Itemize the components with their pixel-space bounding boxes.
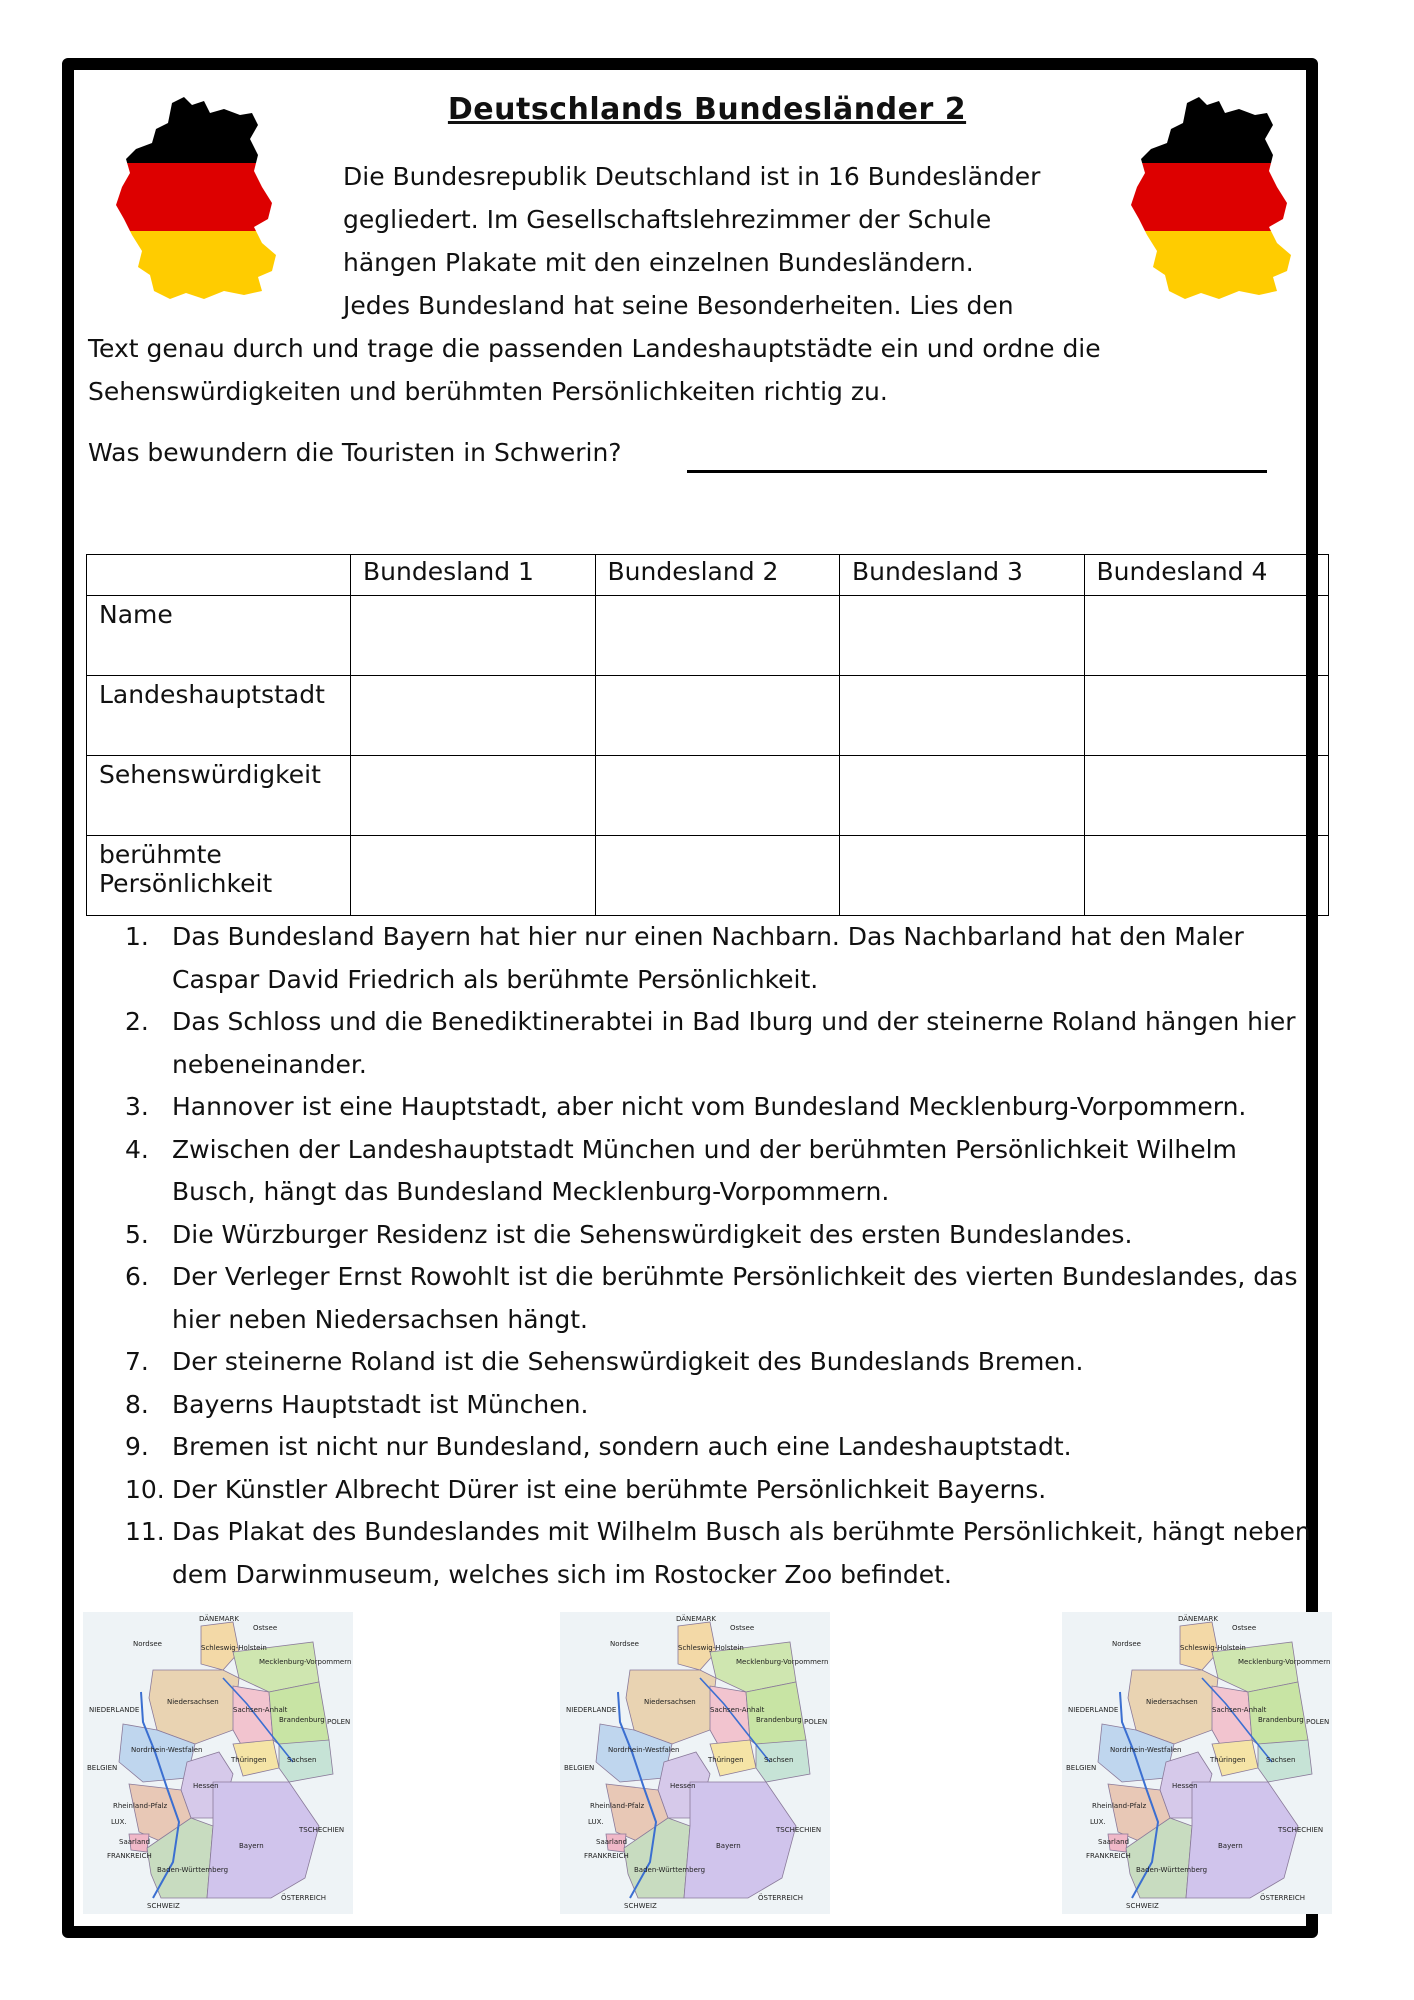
map-label-niedersachsen: Niedersachsen xyxy=(1146,1698,1198,1706)
assignment-table xyxy=(86,554,1329,916)
map-label-frankreich: FRANKREICH xyxy=(107,1852,152,1860)
list-item xyxy=(125,1001,1325,1086)
list-item xyxy=(125,1426,1325,1469)
map-label-daenemark: DÄNEMARK xyxy=(1178,1615,1218,1623)
map-label-thueringen: Thüringen xyxy=(708,1756,744,1764)
map-label-rheinland-pfalz: Rheinland-Pfalz xyxy=(1092,1802,1147,1810)
row-label-person: berühmte Persönlichkeit xyxy=(87,836,351,916)
map-label-saarland: Saarland xyxy=(119,1838,151,1846)
map-label-schweiz: SCHWEIZ xyxy=(147,1902,180,1910)
clue-text: Der steinerne Roland ist die Sehenswürdigkeit des Bundeslands Bremen. xyxy=(172,1347,1084,1376)
list-item xyxy=(125,1469,1325,1512)
clue-text: Bayerns Hauptstadt ist München. xyxy=(172,1389,589,1419)
map-label-nordsee: Nordsee xyxy=(610,1640,639,1648)
answer-cell[interactable] xyxy=(351,836,596,916)
map-label-thueringen: Thüringen xyxy=(231,1756,267,1764)
clue-number: 10. xyxy=(125,1474,165,1504)
map-label-lux: LUX. xyxy=(588,1818,604,1826)
map-label-baden-wuerttemberg: Baden-Württemberg xyxy=(1136,1866,1208,1874)
map-label-bayern: Bayern xyxy=(1218,1842,1243,1850)
map-label-niedersachsen: Niedersachsen xyxy=(167,1698,219,1706)
map-label-mecklenburg: Mecklenburg-Vorpommern xyxy=(259,1658,352,1666)
map-label-ostsee: Ostsee xyxy=(1232,1624,1257,1632)
map-label-nordrhein-westfalen: Nordrhein-Westfalen xyxy=(608,1746,680,1754)
intro-line: Jedes Bundesland hat seine Besonderheiten. Lies den xyxy=(343,291,1014,320)
answer-cell[interactable] xyxy=(840,596,1085,676)
intro-line: Sehenswürdigkeiten und berühmten Persönlichkeiten richtig zu. xyxy=(88,377,888,406)
map-label-tschechien: TSCHECHIEN xyxy=(299,1826,345,1834)
map-label-rheinland-pfalz: Rheinland-Pfalz xyxy=(590,1802,645,1810)
clue-number: 11. xyxy=(125,1517,165,1546)
clue-number: 3. xyxy=(125,1092,149,1121)
map-label-sachsen-anhalt: Sachsen-Anhalt xyxy=(1212,1706,1267,1714)
germany-map-thumbnail xyxy=(1062,1612,1332,1914)
clue-number: 1. xyxy=(125,922,149,951)
map-label-mecklenburg: Mecklenburg-Vorpommern xyxy=(736,1658,829,1666)
row-label-capital: Landeshauptstadt xyxy=(87,676,351,756)
map-label-baden-wuerttemberg: Baden-Württemberg xyxy=(157,1866,229,1874)
list-item xyxy=(125,1384,1325,1427)
map-label-schweiz: SCHWEIZ xyxy=(1126,1902,1159,1910)
clue-text: Zwischen der Landeshauptstadt München und der berühmten Persönlichkeit Wilhelm Busch, hängt das Bundesland Mecklenburg-Vorpommern. xyxy=(172,1134,1237,1206)
table-header-cell xyxy=(87,555,351,596)
clue-number: 5. xyxy=(125,1219,149,1249)
clue-number: 6. xyxy=(125,1262,149,1291)
map-label-schleswig: Schleswig-Holstein xyxy=(1180,1644,1246,1652)
clue-number: 2. xyxy=(125,1007,149,1036)
germany-flag-map-left xyxy=(112,95,282,305)
table-header-cell: Bundesland 1 xyxy=(351,555,596,596)
answer-cell[interactable] xyxy=(1084,676,1329,756)
map-label-brandenburg: Brandenburg xyxy=(1258,1716,1304,1724)
map-label-sachsen: Sachsen xyxy=(1266,1756,1296,1764)
clue-list xyxy=(125,916,1325,1596)
map-label-nordsee: Nordsee xyxy=(133,1640,162,1648)
map-label-niederlande: NIEDERLANDE xyxy=(89,1706,140,1714)
map-label-frankreich: FRANKREICH xyxy=(1086,1852,1131,1860)
map-label-niederlande: NIEDERLANDE xyxy=(1068,1706,1119,1714)
answer-cell[interactable] xyxy=(595,756,840,836)
map-label-daenemark: DÄNEMARK xyxy=(199,1615,239,1623)
clue-text: Das Plakat des Bundeslandes mit Wilhelm Busch als berühmte Persönlichkeit, hängt neben dem Darwinmuseum, welches sich im Rostocker Zoo befindet. xyxy=(172,1517,1311,1589)
row-label-sight: Sehenswürdigkeit xyxy=(87,756,351,836)
map-label-bayern: Bayern xyxy=(716,1842,741,1850)
map-label-polen: POLEN xyxy=(1306,1718,1330,1726)
clue-text: Hannover ist eine Hauptstadt, aber nicht vom Bundesland Mecklenburg-Vorpommern. xyxy=(172,1092,1247,1121)
answer-cell[interactable] xyxy=(840,756,1085,836)
map-label-ostsee: Ostsee xyxy=(253,1624,278,1632)
answer-cell[interactable] xyxy=(595,596,840,676)
answer-cell[interactable] xyxy=(595,676,840,756)
table-header-cell: Bundesland 4 xyxy=(1084,555,1329,596)
table-row xyxy=(87,676,1329,756)
map-label-niederlande: NIEDERLANDE xyxy=(566,1706,617,1714)
clue-number: 8. xyxy=(125,1389,149,1419)
intro-line: Die Bundesrepublik Deutschland ist in 16 Bundesländer xyxy=(343,162,1041,191)
map-label-tschechien: TSCHECHIEN xyxy=(1278,1826,1324,1834)
intro-line: gegliedert. Im Gesellschaftslehrezimmer der Schule xyxy=(343,205,992,234)
answer-cell[interactable] xyxy=(351,756,596,836)
map-label-polen: POLEN xyxy=(327,1718,351,1726)
table-header-row xyxy=(87,555,1329,596)
answer-cell[interactable] xyxy=(1084,836,1329,916)
map-label-oesterreich: ÖSTERREICH xyxy=(758,1894,804,1902)
map-label-schleswig: Schleswig-Holstein xyxy=(678,1644,744,1652)
map-label-bayern: Bayern xyxy=(239,1842,264,1850)
table-row xyxy=(87,756,1329,836)
germany-flag-map-right xyxy=(1127,95,1297,305)
clue-text: Die Würzburger Residenz ist die Sehenswürdigkeit des ersten Bundeslandes. xyxy=(172,1219,1133,1249)
map-label-mecklenburg: Mecklenburg-Vorpommern xyxy=(1238,1658,1331,1666)
map-label-hessen: Hessen xyxy=(670,1782,696,1790)
clue-number: 4. xyxy=(125,1134,149,1164)
answer-cell[interactable] xyxy=(840,676,1085,756)
list-item xyxy=(125,1086,1325,1129)
answer-cell[interactable] xyxy=(351,676,596,756)
map-label-belgien: BELGIEN xyxy=(87,1764,118,1772)
map-label-sachsen: Sachsen xyxy=(287,1756,317,1764)
map-label-sachsen-anhalt: Sachsen-Anhalt xyxy=(233,1706,288,1714)
map-label-baden-wuerttemberg: Baden-Württemberg xyxy=(634,1866,706,1874)
clue-number: 9. xyxy=(125,1432,149,1461)
table-row xyxy=(87,596,1329,676)
map-label-sachsen: Sachsen xyxy=(764,1756,794,1764)
map-label-frankreich: FRANKREICH xyxy=(584,1852,629,1860)
answer-cell[interactable] xyxy=(1084,756,1329,836)
map-label-brandenburg: Brandenburg xyxy=(756,1716,802,1724)
map-label-belgien: BELGIEN xyxy=(564,1764,595,1772)
table-header-cell: Bundesland 2 xyxy=(595,555,840,596)
map-label-nordrhein-westfalen: Nordrhein-Westfalen xyxy=(1110,1746,1182,1754)
map-label-lux: LUX. xyxy=(1090,1818,1106,1826)
schwerin-question: Was bewundern die Touristen in Schwerin? xyxy=(88,438,622,467)
map-label-brandenburg: Brandenburg xyxy=(279,1716,325,1724)
answer-line[interactable] xyxy=(687,470,1267,473)
list-item xyxy=(125,1511,1325,1596)
map-label-rheinland-pfalz: Rheinland-Pfalz xyxy=(113,1802,168,1810)
map-label-belgien: BELGIEN xyxy=(1066,1764,1097,1772)
clue-text: Der Künstler Albrecht Dürer ist eine berühmte Persönlichkeit Bayerns. xyxy=(172,1474,1047,1504)
germany-map-thumbnail xyxy=(83,1612,353,1914)
clue-text: Bremen ist nicht nur Bundesland, sondern auch eine Landeshauptstadt. xyxy=(172,1432,1072,1461)
intro-paragraph-indented xyxy=(343,155,1103,327)
intro-line: hängen Plakate mit den einzelnen Bundesländern. xyxy=(343,248,974,277)
worksheet-title: Deutschlands Bundesländer 2 xyxy=(447,92,967,127)
map-label-hessen: Hessen xyxy=(1172,1782,1198,1790)
list-item xyxy=(125,1256,1325,1341)
answer-cell[interactable] xyxy=(840,836,1085,916)
answer-cell[interactable] xyxy=(595,836,840,916)
map-label-oesterreich: ÖSTERREICH xyxy=(1260,1894,1306,1902)
map-label-tschechien: TSCHECHIEN xyxy=(776,1826,822,1834)
map-label-schweiz: SCHWEIZ xyxy=(624,1902,657,1910)
clue-text: Das Bundesland Bayern hat hier nur einen Nachbarn. Das Nachbarland hat den Maler Caspar David Friedrich als berühmte Persönlichkeit. xyxy=(172,922,1244,994)
map-label-saarland: Saarland xyxy=(596,1838,628,1846)
answer-cell[interactable] xyxy=(1084,596,1329,676)
map-label-nordrhein-westfalen: Nordrhein-Westfalen xyxy=(131,1746,203,1754)
map-state-region xyxy=(684,1782,796,1898)
list-item xyxy=(125,916,1325,1001)
map-label-oesterreich: ÖSTERREICH xyxy=(281,1894,327,1902)
map-label-sachsen-anhalt: Sachsen-Anhalt xyxy=(710,1706,765,1714)
intro-line: Text genau durch und trage die passenden Landeshauptstädte ein und ordne die xyxy=(88,334,1101,363)
clue-number: 7. xyxy=(125,1347,149,1376)
map-label-nordsee: Nordsee xyxy=(1112,1640,1141,1648)
map-label-schleswig: Schleswig-Holstein xyxy=(201,1644,267,1652)
map-label-polen: POLEN xyxy=(804,1718,828,1726)
row-label-name: Name xyxy=(87,596,351,676)
table-header-cell: Bundesland 3 xyxy=(840,555,1085,596)
table-row xyxy=(87,836,1329,916)
map-label-saarland: Saarland xyxy=(1098,1838,1130,1846)
map-label-lux: LUX. xyxy=(111,1818,127,1826)
map-state-region xyxy=(1186,1782,1298,1898)
map-label-thueringen: Thüringen xyxy=(1210,1756,1246,1764)
list-item xyxy=(125,1214,1325,1257)
intro-paragraph-full xyxy=(88,327,1328,413)
list-item xyxy=(125,1129,1325,1214)
clue-text: Das Schloss und die Benediktinerabtei in Bad Iburg und der steinerne Roland hängen hier nebeneinander. xyxy=(172,1007,1296,1079)
clue-text: Der Verleger Ernst Rowohlt ist die berühmte Persönlichkeit des vierten Bundeslandes, das hier neben Niedersachsen hängt. xyxy=(172,1262,1298,1334)
map-label-hessen: Hessen xyxy=(193,1782,219,1790)
answer-cell[interactable] xyxy=(351,596,596,676)
list-item xyxy=(125,1341,1325,1384)
map-state-region xyxy=(207,1782,319,1898)
map-label-daenemark: DÄNEMARK xyxy=(676,1615,716,1623)
germany-map-thumbnail xyxy=(560,1612,830,1914)
map-label-niedersachsen: Niedersachsen xyxy=(644,1698,696,1706)
map-label-ostsee: Ostsee xyxy=(730,1624,755,1632)
